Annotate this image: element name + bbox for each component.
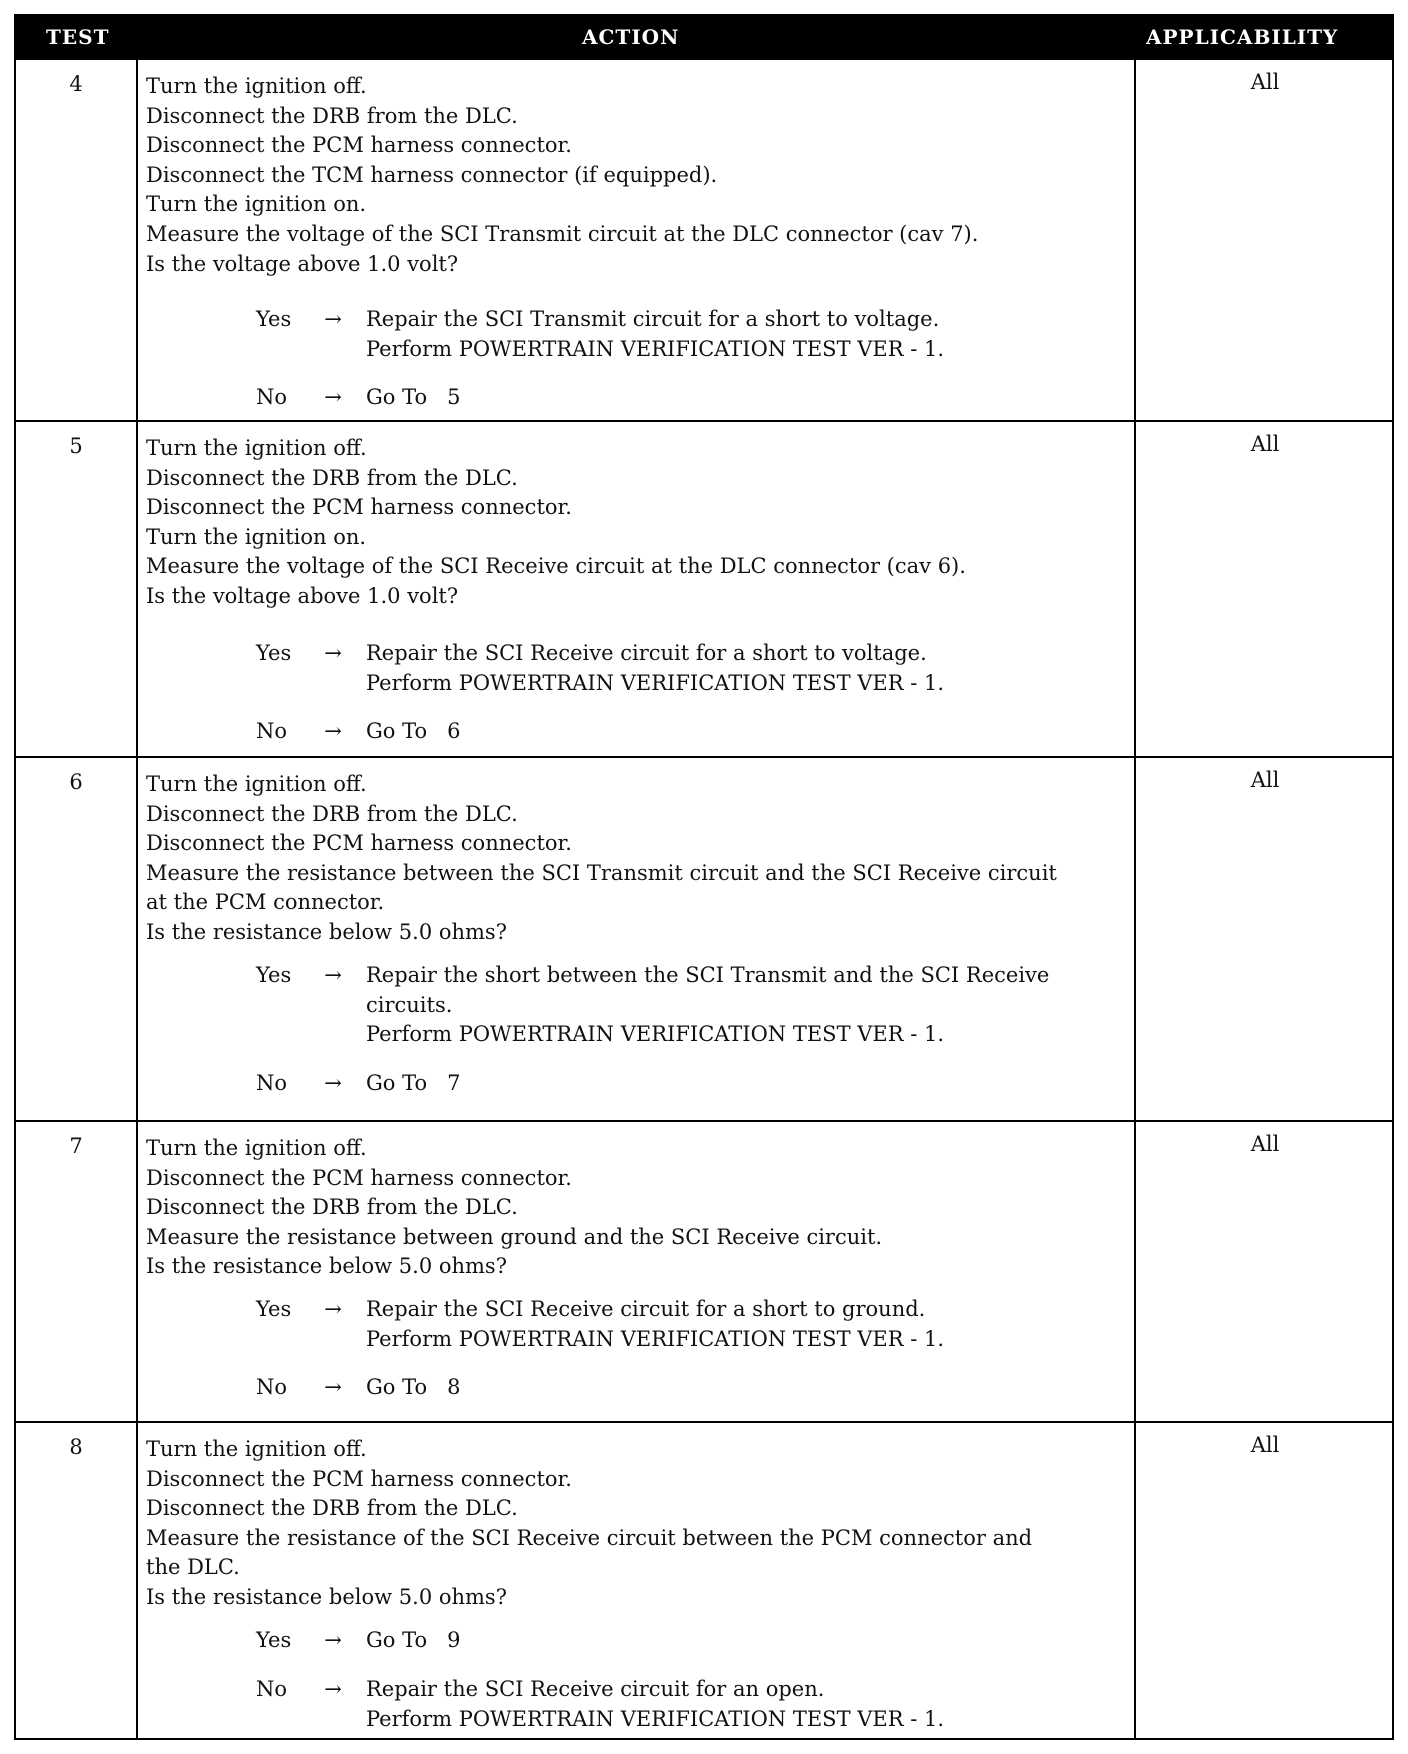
test-steps <box>146 1134 1136 1282</box>
step-line: Disconnect the PCM harness connector. <box>146 495 572 520</box>
no-label: No <box>256 385 288 409</box>
test-row <box>16 58 1392 420</box>
yes-result <box>366 1295 1126 1354</box>
result-line: Go To 8 <box>366 1375 461 1399</box>
step-line: Disconnect the DRB from the DLC. <box>146 1195 518 1220</box>
table-header <box>16 16 1392 58</box>
no-label: No <box>256 1071 288 1095</box>
arrow-icon: → <box>324 385 342 409</box>
arrow-icon: → <box>324 641 342 665</box>
test-steps <box>146 434 1136 612</box>
result-line: circuits. <box>366 992 453 1017</box>
step-line: Measure the resistance between the SCI Transmit circuit and the SCI Receive circuit <box>146 860 1057 885</box>
no-result <box>366 1373 1126 1403</box>
result-line: Repair the short between the SCI Transmit and the SCI Receive <box>366 963 1050 987</box>
result-line: Perform POWERTRAIN VERIFICATION TEST VER - 1. <box>366 1022 945 1047</box>
step-line: Disconnect the TCM harness connector (if equipped). <box>146 162 718 187</box>
step-line: Turn the ignition off. <box>146 436 367 460</box>
result-line: Repair the SCI Transmit circuit for a short to voltage. <box>366 307 940 331</box>
result-line: Perform POWERTRAIN VERIFICATION TEST VER - 1. <box>366 670 945 695</box>
test-row <box>16 1120 1392 1421</box>
test-steps <box>146 72 1136 279</box>
test-number: 5 <box>69 434 83 458</box>
step-line: Measure the resistance between ground and the SCI Receive circuit. <box>146 1224 883 1249</box>
header-test: TEST <box>46 25 110 49</box>
yes-result <box>366 961 1126 1050</box>
applicability-cell: All <box>1250 768 1280 792</box>
step-line: Measure the voltage of the SCI Receive circuit at the DLC connector (cav 6). <box>146 554 966 579</box>
arrow-icon: → <box>324 963 342 987</box>
header-applicability: APPLICABILITY <box>1146 25 1339 49</box>
test-steps <box>146 770 1136 948</box>
arrow-icon: → <box>324 1071 342 1095</box>
test-number: 8 <box>69 1435 83 1459</box>
step-line: Is the voltage above 1.0 volt? <box>146 583 459 608</box>
yes-label: Yes <box>256 1297 292 1321</box>
step-line: the DLC. <box>146 1555 240 1580</box>
yes-result <box>366 1626 1126 1656</box>
result-line: Perform POWERTRAIN VERIFICATION TEST VER - 1. <box>366 1706 945 1731</box>
applicability-cell: All <box>1250 1132 1280 1156</box>
applicability-cell: All <box>1250 432 1280 456</box>
result-line: Repair the SCI Receive circuit for a short to ground. <box>366 1297 926 1321</box>
yes-result <box>366 639 1126 698</box>
arrow-icon: → <box>324 307 342 331</box>
yes-label: Yes <box>256 307 292 331</box>
result-line: Go To 9 <box>366 1628 461 1652</box>
step-line: Turn the ignition off. <box>146 1136 367 1160</box>
yes-label: Yes <box>256 641 292 665</box>
step-line: Disconnect the DRB from the DLC. <box>146 801 518 826</box>
yes-result <box>366 305 1126 364</box>
no-label: No <box>256 1677 288 1701</box>
arrow-icon: → <box>324 1628 342 1652</box>
step-line: Disconnect the PCM harness connector. <box>146 1466 572 1491</box>
no-result <box>366 1069 1126 1099</box>
no-label: No <box>256 719 288 743</box>
result-line: Repair the SCI Receive circuit for a short to voltage. <box>366 641 927 665</box>
yes-label: Yes <box>256 1628 292 1652</box>
step-line: Disconnect the DRB from the DLC. <box>146 465 518 490</box>
test-number: 7 <box>69 1134 83 1158</box>
test-number: 4 <box>69 72 83 96</box>
step-line: Disconnect the DRB from the DLC. <box>146 1496 518 1521</box>
diagnostic-table <box>14 14 1394 1740</box>
step-line: Turn the ignition off. <box>146 74 367 98</box>
no-result <box>366 1675 1126 1734</box>
test-row <box>16 756 1392 1120</box>
step-line: Disconnect the DRB from the DLC. <box>146 103 518 128</box>
step-line: Turn the ignition off. <box>146 1437 367 1461</box>
result-line: Go To 6 <box>366 719 461 743</box>
step-line: Is the resistance below 5.0 ohms? <box>146 1254 507 1279</box>
no-label: No <box>256 1375 288 1399</box>
arrow-icon: → <box>324 719 342 743</box>
arrow-icon: → <box>324 1297 342 1321</box>
no-result <box>366 717 1126 747</box>
step-line: Is the resistance below 5.0 ohms? <box>146 1584 507 1609</box>
yes-label: Yes <box>256 963 292 987</box>
result-line: Perform POWERTRAIN VERIFICATION TEST VER - 1. <box>366 1326 945 1351</box>
step-line: Is the voltage above 1.0 volt? <box>146 251 459 276</box>
test-row <box>16 1421 1392 1742</box>
applicability-cell: All <box>1250 70 1280 94</box>
test-number: 6 <box>69 770 83 794</box>
step-line: Disconnect the PCM harness connector. <box>146 133 572 158</box>
result-line: Perform POWERTRAIN VERIFICATION TEST VER - 1. <box>366 336 945 361</box>
arrow-icon: → <box>324 1677 342 1701</box>
step-line: Measure the resistance of the SCI Receive circuit between the PCM connector and <box>146 1525 1033 1550</box>
result-line: Go To 5 <box>366 385 461 409</box>
step-line: Disconnect the PCM harness connector. <box>146 831 572 856</box>
step-line: Turn the ignition on. <box>146 524 367 549</box>
no-result <box>366 383 1126 413</box>
step-line: Is the resistance below 5.0 ohms? <box>146 919 507 944</box>
step-line: at the PCM connector. <box>146 890 385 915</box>
header-action: ACTION <box>582 25 680 49</box>
result-line: Repair the SCI Receive circuit for an open. <box>366 1677 825 1701</box>
step-line: Disconnect the PCM harness connector. <box>146 1165 572 1190</box>
test-steps <box>146 1435 1136 1613</box>
arrow-icon: → <box>324 1375 342 1399</box>
step-line: Turn the ignition on. <box>146 192 367 217</box>
test-row <box>16 420 1392 756</box>
step-line: Measure the voltage of the SCI Transmit circuit at the DLC connector (cav 7). <box>146 221 979 246</box>
result-line: Go To 7 <box>366 1071 461 1095</box>
step-line: Turn the ignition off. <box>146 772 367 796</box>
applicability-cell: All <box>1250 1433 1280 1457</box>
